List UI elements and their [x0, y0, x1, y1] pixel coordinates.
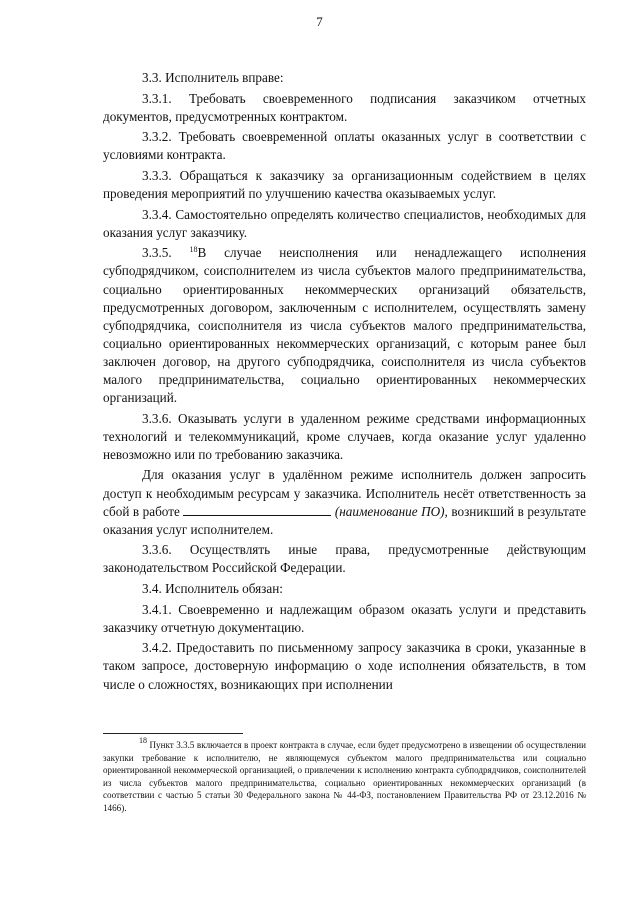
footnote-18	[103, 736, 586, 814]
page-number: 7	[316, 14, 323, 29]
paragraph-3-3-5-text: В случае неисполнения или ненадлежащего исполнения субподрядчиком, соисполнителем из числа субъектов малого предпринимательства, социально ориентированных некоммерческих организаций обязательств, предусмотренных договором, заключенным с исполнителем, осуществлять замену субподрядчика, соисполнителя из числа субъектов малого предпринимательства, социально ориентированных некоммерческих организаций, с которым ранее был заключен договор, на другого субподрядчика, соисполнителя из числа субъектов малого предпринимательства, социально ориентированных некоммерческих организаций.	[103, 245, 587, 406]
fill-in-blank	[183, 504, 331, 516]
footnote-marker: 18	[139, 736, 147, 745]
footnote-reference: 18	[189, 245, 198, 255]
remote-access-text-after: возникший в результате оказания услуг исполнителем.	[103, 503, 587, 537]
paragraph-3-3-4: 3.3.4. Самостоятельно определять количество специалистов, необходимых для оказания услуг заказчику.	[103, 206, 586, 240]
paragraph-3-4-1: 3.4.1. Своевременно и надлежащим образом оказать услуги и представить заказчику отчетную документацию.	[103, 601, 586, 635]
paragraph-3-4: 3.4. Исполнитель обязан:	[142, 581, 283, 597]
remote-access-text-before: Для оказания услуг в удалённом режиме исполнитель должен запросить доступ к необходимым ресурсам у заказчика. Исполнитель несёт ответственность за сбой в работе	[103, 467, 586, 519]
paragraph-3-3-5	[103, 244, 586, 407]
document-body	[103, 69, 586, 694]
paragraph-3-3-3: 3.3.3. Обращаться к заказчику за организационным содействием в целях проведения мероприятий по улучшению качества оказываемых услуг.	[103, 167, 586, 202]
paragraph-3-3-1: 3.3.1. Требовать своевременного подписания заказчиком отчетных документов, предусмотренных контрактом.	[103, 90, 586, 124]
paragraph-3-3-5-number: 3.3.5.	[142, 245, 190, 261]
paragraph-3-3: 3.3. Исполнитель вправе:	[142, 70, 284, 85]
software-name-placeholder: (наименование ПО),	[334, 503, 448, 519]
paragraph-3-3-6-other-rights: 3.3.6. Осуществлять иные права, предусмотренные действующим законодательством Российской Федерации.	[103, 542, 586, 576]
paragraph-3-4-2: 3.4.2. Предоставить по письменному запросу заказчика в сроки, указанные в таком запросе, достоверную информацию о ходе исполнения обязательств, в том числе о сложностях, возникающих при исполнении	[103, 640, 586, 692]
paragraph-remote-access	[103, 466, 586, 538]
footnote-separator	[103, 733, 243, 734]
paragraph-3-3-6: 3.3.6. Оказывать услуги в удаленном режиме средствами информационных технологий и телекоммуникаций, кроме случаев, когда оказание услуг удаленно невозможно или по требованию заказчика.	[103, 410, 586, 462]
footnote-text: Пункт 3.3.5 включается в проект контракта в случае, если будет предусмотрено в извещении об осуществлении закупки требование к исполнителю, не являющемуся субъектом малого предпринимательства или социально ориентированной некоммерческой организацией, о привлечении к исполнению контракта субподрядчиков, соисполнителей из числа субъектов малого предпринимательства, социально ориентированных некоммерческих организаций (в соответствии с частью 5 статьи 30 Федерального закона № 44-ФЗ, постановлением Правительства РФ от 23.12.2016 № 1466).	[103, 740, 586, 813]
paragraph-3-3-2: 3.3.2. Требовать своевременной оплаты оказанных услуг в соответствии с условиями контракта.	[103, 129, 586, 163]
